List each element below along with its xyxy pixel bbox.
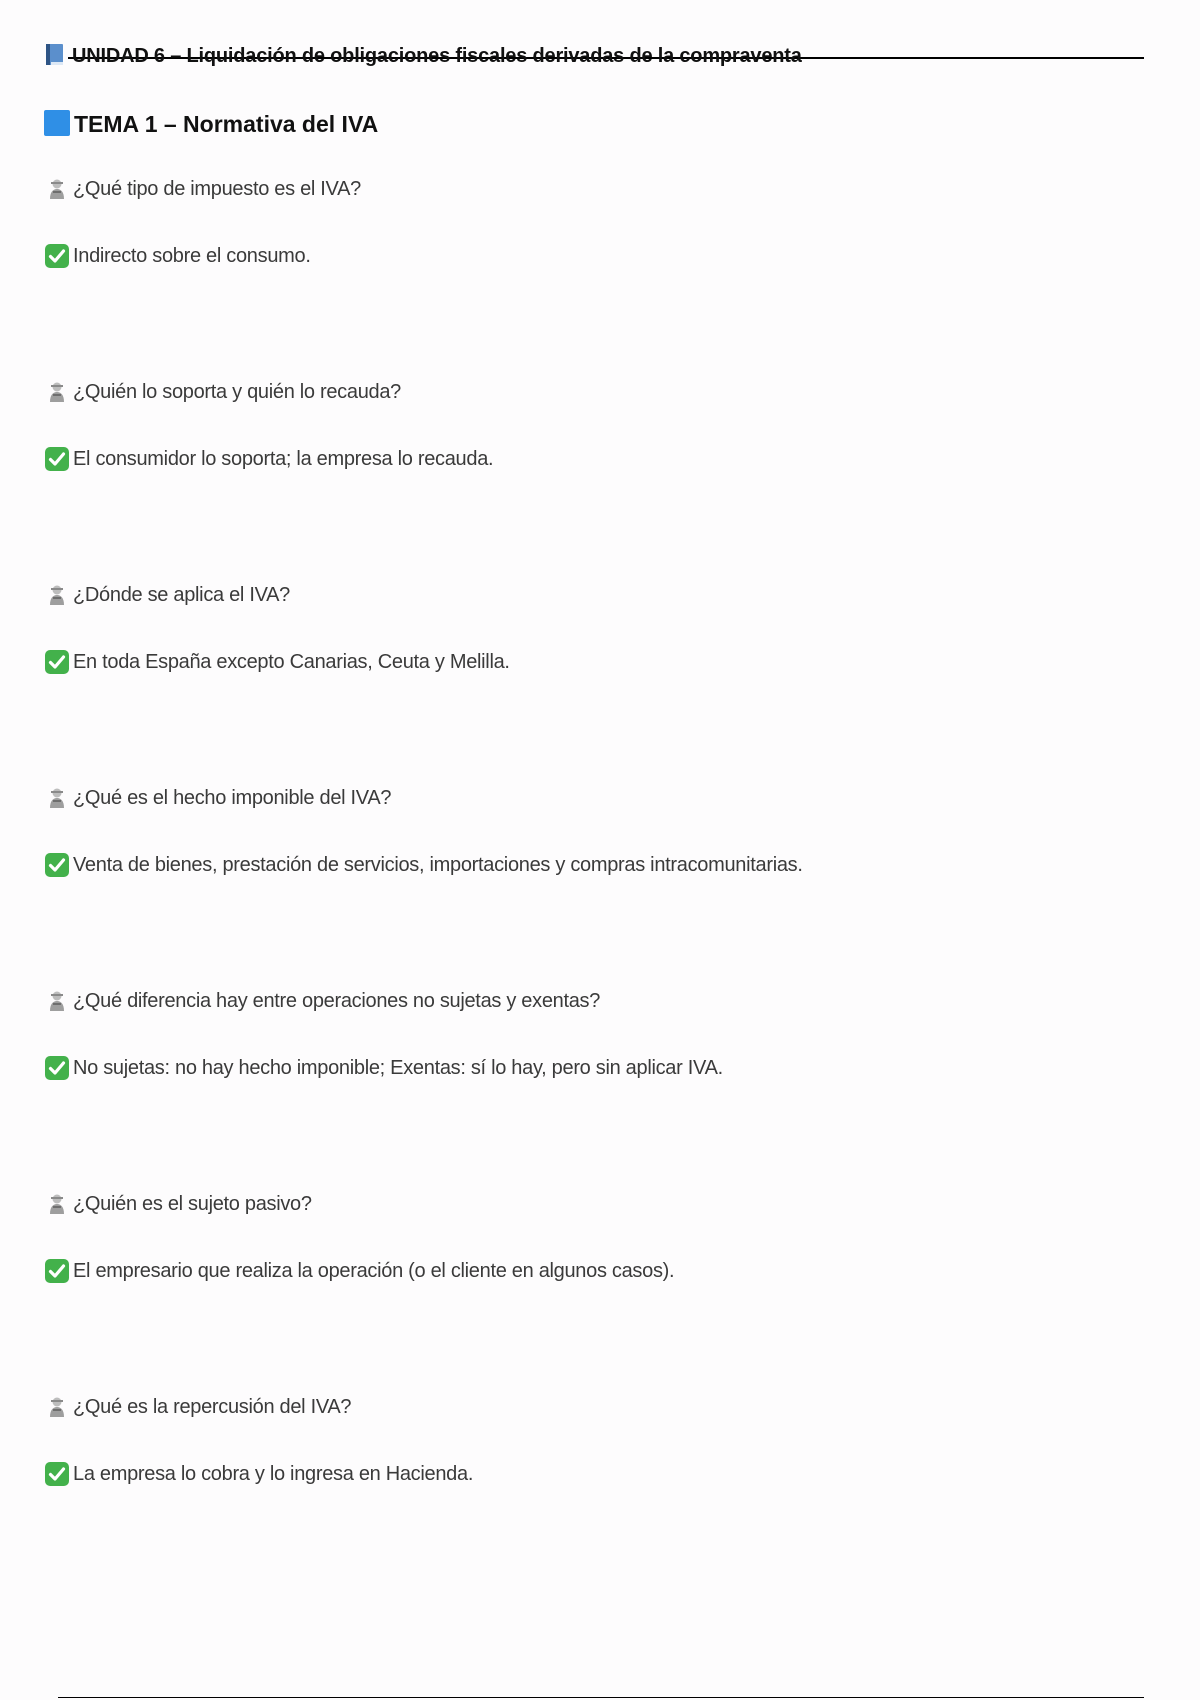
qa-item-5 — [44, 986, 1144, 1189]
check-icon — [44, 1258, 70, 1284]
question-text: ¿Qué es la repercusión del IVA? — [73, 1396, 352, 1418]
qa-item-6 — [44, 1189, 1144, 1392]
answer-text: Venta de bienes, prestación de servicios, importaciones y compras intracomunitarias. — [73, 854, 803, 876]
unit-title: UNIDAD 6 – Liquidación de obligaciones fiscales derivadas de la compraventa — [72, 45, 802, 67]
qa-item-4 — [44, 783, 1144, 986]
check-icon — [44, 1461, 70, 1487]
qa-item-3 — [44, 580, 1144, 783]
check-icon — [44, 852, 70, 878]
check-icon — [44, 1055, 70, 1081]
check-icon — [44, 446, 70, 472]
footer-rule — [58, 1697, 1144, 1698]
question-text: ¿Quién lo soporta y quién lo recauda? — [73, 381, 402, 403]
topic-title: TEMA 1 – Normativa del IVA — [74, 111, 379, 137]
answer-text: En toda España excepto Canarias, Ceuta y Melilla. — [73, 651, 510, 673]
question-text: ¿Quién es el sujeto pasivo? — [73, 1193, 312, 1215]
check-icon — [44, 649, 70, 675]
thinking-icon — [48, 381, 66, 403]
book-icon — [44, 43, 66, 67]
answer-text: No sujetas: no hay hecho imponible; Exentas: sí lo hay, pero sin aplicar IVA. — [73, 1057, 723, 1079]
question-text: ¿Qué tipo de impuesto es el IVA? — [73, 178, 361, 200]
unit-header — [44, 40, 1144, 76]
qa-item-7 — [44, 1392, 1144, 1595]
blue-square-icon — [44, 110, 70, 136]
thinking-icon — [48, 178, 66, 200]
question-text: ¿Qué es el hecho imponible del IVA? — [73, 787, 392, 809]
thinking-icon — [48, 787, 66, 809]
answer-text: La empresa lo cobra y lo ingresa en Hacienda. — [73, 1463, 474, 1485]
answer-text: El empresario que realiza la operación (o el cliente en algunos casos). — [73, 1260, 675, 1282]
thinking-icon — [48, 1193, 66, 1215]
answer-text: Indirecto sobre el consumo. — [73, 245, 311, 267]
thinking-icon — [48, 990, 66, 1012]
thinking-icon — [48, 584, 66, 606]
thinking-icon — [48, 1396, 66, 1418]
qa-item-2 — [44, 377, 1144, 580]
question-text: ¿Dónde se aplica el IVA? — [73, 584, 290, 606]
answer-text: El consumidor lo soporta; la empresa lo recauda. — [73, 448, 494, 470]
question-text: ¿Qué diferencia hay entre operaciones no sujetas y exentas? — [73, 990, 601, 1012]
qa-list — [44, 174, 1144, 1595]
check-icon — [44, 243, 70, 269]
qa-item-1 — [44, 174, 1144, 377]
